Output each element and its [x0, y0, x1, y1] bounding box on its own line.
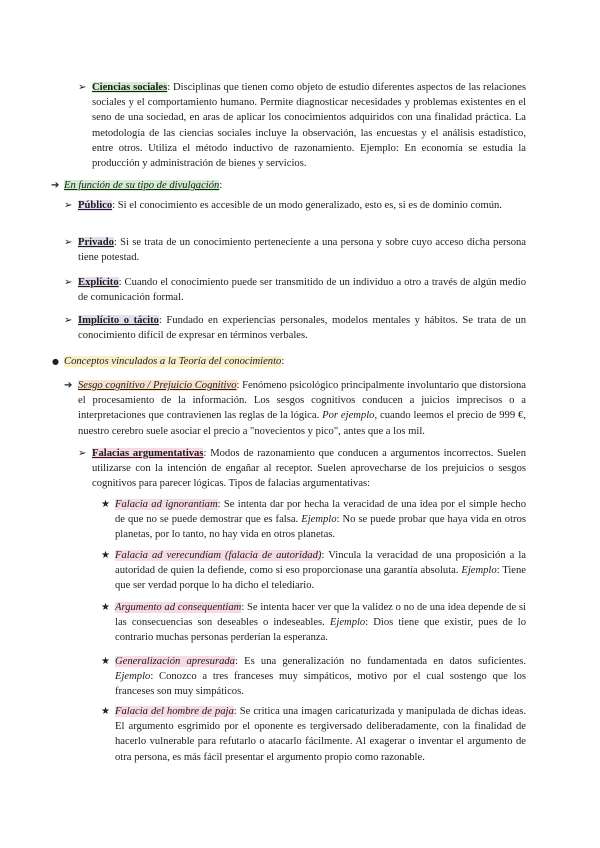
- term-generalizacion: Generalización apresurada: [115, 656, 235, 667]
- example-label: Ejemplo: [115, 671, 151, 683]
- term-falacias: Falacias argumentativas: [92, 448, 204, 459]
- arrowhead-bullet-icon: ➢: [78, 82, 87, 93]
- list-item-ciencias-sociales: ➢ Ciencias sociales: Disciplinas que tienen como objeto de estudio diferentes aspectos de las relaciones sociales y el comportamiento humano. Permite diagnosticar necesidades y problemas existentes en el seno de una sociedad, en aras de aplicar los conocimientos adquiridos con una finalidad práctica. La metodología de las ciencias sociales incluye la observación, las encuestas y el análisis estadístico, entre otros. Utiliza el método inductivo de razonamiento. Ejemplo: En economía se estudia la producción y administración de bienes y servicios.: [78, 82, 526, 170]
- list-item-implicito: ➢ Implícito o tácito: Fundado en experiencias personales, modelos mentales y hábitos. Se trata de un conocimiento difícil de expresar en términos verbales.: [64, 315, 526, 342]
- list-item-ad-ignorantiam: ★ Falacia ad ignorantiam: Se intenta dar por hecha la veracidad de una idea por el simple hecho de que no se puede demostrar que es falsa. Ejemplo: No se puede probar que haya vida en otros planetas, por lo tanto, no hay vida en otros planetas.: [101, 499, 526, 541]
- star-bullet-icon: ★: [101, 706, 110, 717]
- term-ad-verecundiam: Falacia ad verecundiam (falacia de autoridad): [115, 550, 322, 561]
- term-hombre-de-paja: Falacia del hombre de paja: [115, 706, 234, 717]
- term-sesgo-cognitivo: Sesgo cognitivo / Prejuicio Cognitivo: [78, 380, 237, 391]
- list-item-falacias: ➢ Falacias argumentativas: Modos de razonamiento que conducen a argumentos incorrectos. Suelen utilizarse con la intención de engañar al receptor. Suelen aprovecharse de los prejuicios o sesgos cognitivos para parecer lógicas. Tipos de falacias argumentativas:: [78, 448, 526, 490]
- star-bullet-icon: ★: [101, 602, 110, 613]
- list-item-publico: ➢ Público: Si el conocimiento es accesible de un modo generalizado, esto es, si es de dominio común.: [64, 200, 502, 211]
- term-privado: Privado: [78, 237, 114, 248]
- arrow-bullet-icon: ➔: [64, 380, 73, 391]
- term-explicito: Explícito: [78, 277, 119, 288]
- list-item-ad-verecundiam: ★ Falacia ad verecundiam (falacia de autoridad): Vincula la veracidad de una proposición a la autoridad de quien la defiende, como si eso proporcionase una garantía absoluta. Ejemplo: Tiene que ser verdad porque lo ha dicho el telediario.: [101, 550, 527, 592]
- term-implicito: Implícito o tácito: [78, 315, 159, 326]
- term-publico: Público: [78, 200, 113, 211]
- heading-divulgacion: En función de su tipo de divulgación: [64, 180, 220, 191]
- arrowhead-bullet-icon: ➢: [64, 315, 73, 326]
- arrow-bullet-icon: ➔: [51, 180, 60, 191]
- star-bullet-icon: ★: [101, 499, 110, 510]
- term-ad-ignorantiam: Falacia ad ignorantiam: [115, 499, 218, 510]
- section-heading-divulgacion: ➔ En función de su tipo de divulgación:: [51, 180, 223, 191]
- list-item-generalizacion: ★ Generalización apresurada: Es una generalización no fundamentada en datos suficientes. Ejemplo: Conozco a tres franceses muy simpáticos, motivo por el cual sostengo que los franceses son muy simpáticos.: [101, 656, 526, 698]
- example-label: Por ejemplo: [322, 410, 375, 422]
- example-label: Ejemplo: [301, 514, 337, 526]
- term-ciencias-sociales: Ciencias sociales: [92, 82, 168, 93]
- heading-conceptos: Conceptos vinculados a la Teoría del conocimiento: [64, 356, 282, 367]
- list-item-privado: ➢ Privado: Si se trata de un conocimiento perteneciente a una persona y sobre cuyo acceso dicha persona tiene potestad.: [64, 237, 527, 264]
- star-bullet-icon: ★: [101, 550, 110, 561]
- arrowhead-bullet-icon: ➢: [64, 237, 73, 248]
- section-heading-conceptos: ● Conceptos vinculados a la Teoría del conocimiento:: [52, 356, 285, 367]
- definition-ciencias-sociales: Disciplinas que tienen como objeto de estudio diferentes aspectos de las relaciones sociales y el comportamiento humano. Permite diagnosticar necesidades y problemas existentes en el seno de una sociedad, en aras de aplicar los conocimientos adquiridos con una finalidad práctica. La metodología de las ciencias sociales incluye la observación, las encuestas y el análisis estadístico, entre otros. Utiliza el método inductivo de razonamiento. Ejemplo: En economía se estudia la producción y administración de bienes y servicios.: [92, 82, 526, 170]
- arrowhead-bullet-icon: ➢: [64, 277, 73, 288]
- list-item-hombre-de-paja: ★ Falacia del hombre de paja: Se critica una imagen caricaturizada y manipulada de dichas ideas. El argumento esgrimido por el oponente es tergiversado deliberadamente, con la finalidad de hacerlo vulnerable para refutarlo o atacarlo fácilmente. Al exagerar o inventar el argumento de otra persona, es más fácil presentar el argumento propio como razonable.: [101, 706, 526, 763]
- list-item-ad-consequentiam: ★ Argumento ad consequentiam: Se intenta hacer ver que la validez o no de una idea depende de si las consecuencias son deseables o indeseables. Ejemplo: Dios tiene que existir, pues de lo contrario muchas personas perderían la esperanza.: [101, 602, 526, 644]
- example-label: Ejemplo: [329, 617, 366, 629]
- list-item-sesgo-cognitivo: ➔ Sesgo cognitivo / Prejuicio Cognitivo: Fenómeno psicológico principalmente involuntario que distorsiona el procesamiento de la información. Los sesgos cognitivos conducen a juicios imprecisos o a interpretaciones que contravienen las reglas de la lógica. Por ejemplo, cuando leemos el precio de 999 €, nuestro cerebro suele asociar el precio a "novecientos y pico", antes que a los mil.: [64, 380, 527, 437]
- term-ad-consequentiam: Argumento ad consequentiam: [115, 602, 242, 613]
- example-label: Ejemplo: [461, 565, 497, 577]
- arrowhead-bullet-icon: ➢: [78, 448, 87, 459]
- list-item-explicito: ➢ Explícito: Cuando el conocimiento puede ser transmitido de un individuo a otro a través de algún medio de comunicación formal.: [64, 277, 527, 304]
- star-bullet-icon: ★: [101, 656, 110, 667]
- arrowhead-bullet-icon: ➢: [64, 200, 73, 211]
- filled-circle-bullet-icon: ●: [52, 357, 59, 366]
